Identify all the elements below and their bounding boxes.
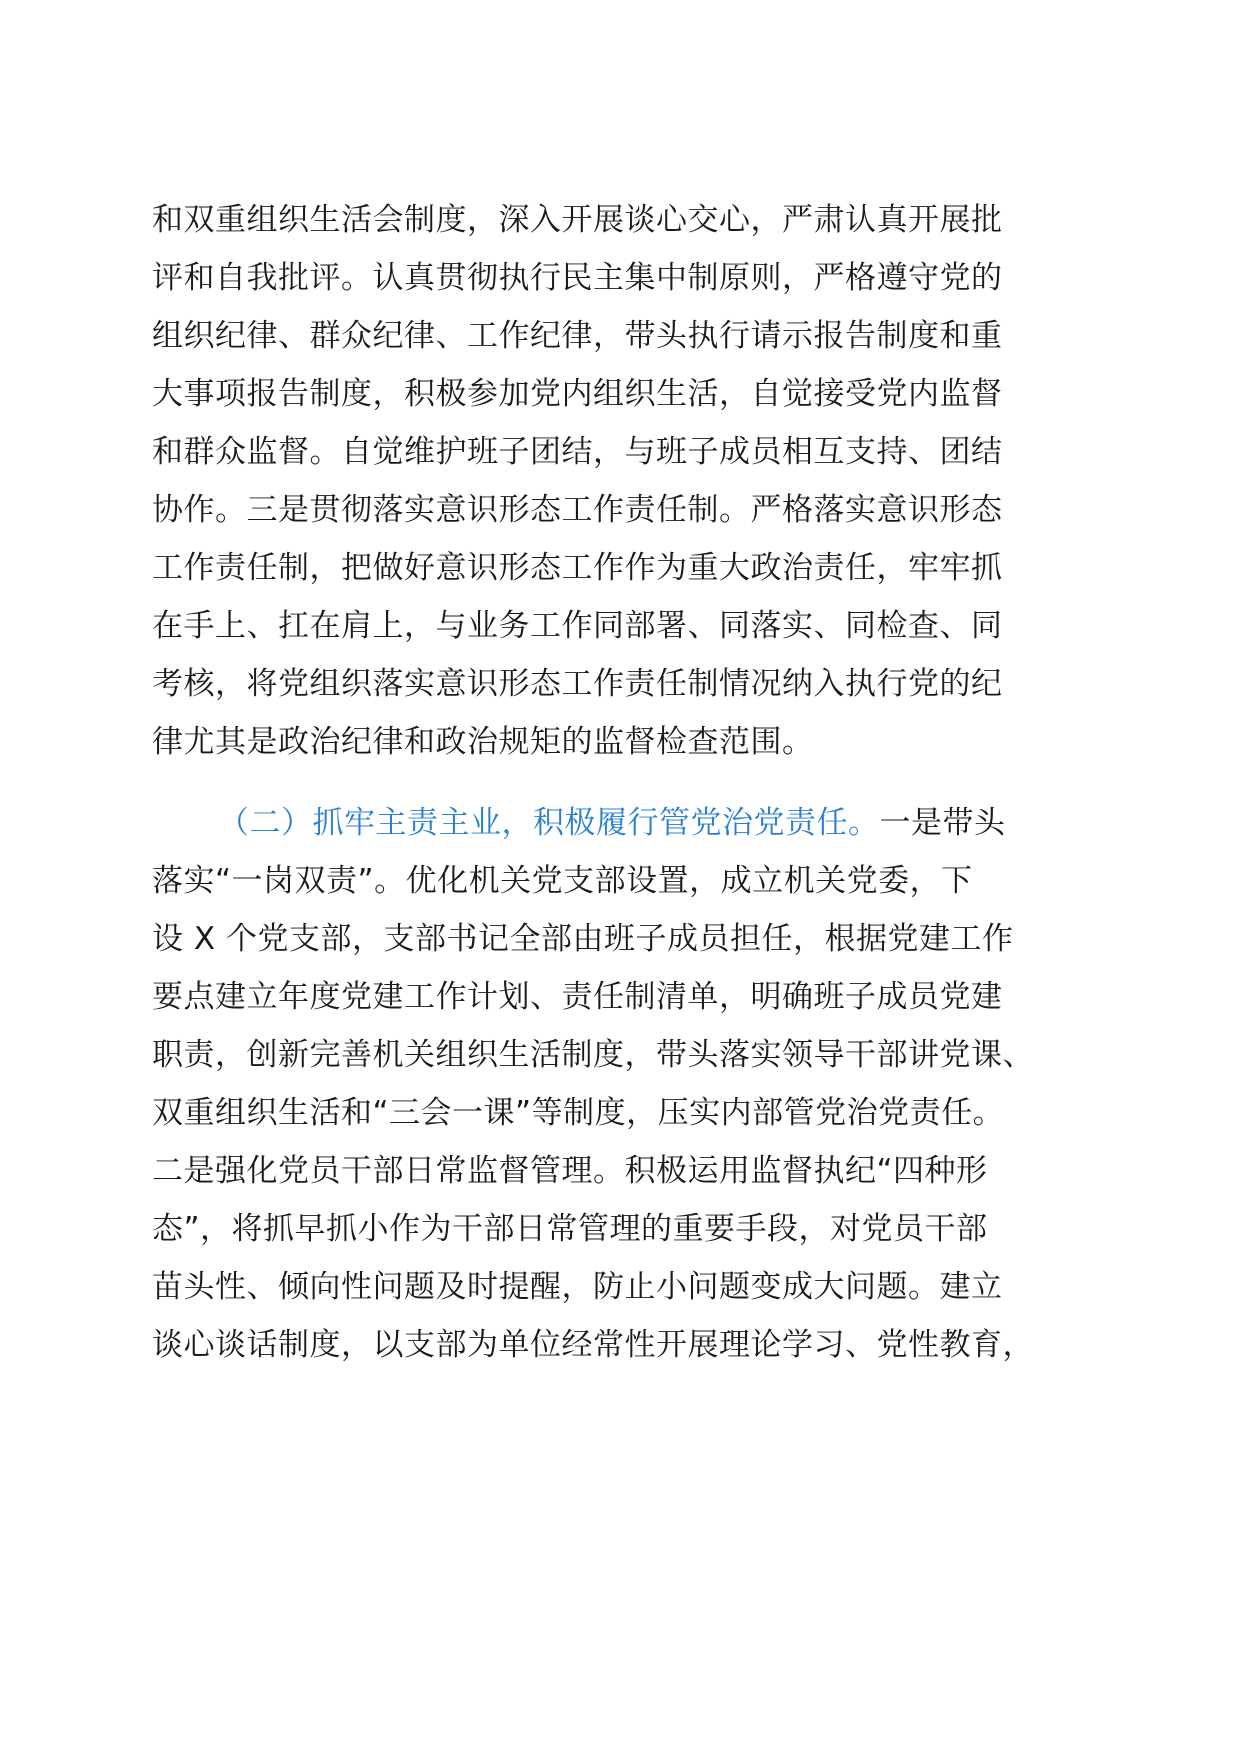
section-heading: （二）抓牢主责主业，积极履行管党治党责任。: [218, 805, 880, 841]
paragraph-line: 协作。三是贯彻落实意识形态工作责任制。严格落实意识形态: [152, 492, 1003, 528]
paragraph-line: 苗头性、倾向性问题及时提醒，防止小问题变成大问题。建立: [152, 1269, 1003, 1305]
paragraph-line: 态”，将抓早抓小作为干部日常管理的重要手段，对党员干部: [152, 1211, 988, 1247]
paragraph-line: 双重组织生活和“三会一课”等制度，压实内部管党治党责任。: [152, 1095, 1005, 1131]
paragraph-line: 考核，将党组织落实意识形态工作责任制情况纳入执行党的纪: [152, 666, 1003, 702]
paragraph-line: 律尤其是政治纪律和政治规矩的监督检查范围。: [152, 724, 814, 760]
section-heading-tail: 一是带头: [879, 805, 1006, 841]
paragraph-line: 在手上、扛在肩上，与业务工作同部署、同落实、同检查、同: [152, 608, 1003, 644]
paragraph-line: 工作责任制，把做好意识形态工作作为重大政治责任，牢牢抓: [152, 550, 1003, 586]
paragraph-line: 评和自我批评。认真贯彻执行民主集中制原则，严格遵守党的: [152, 260, 1003, 296]
paragraph-line: 职责，创新完善机关组织生活制度，带头落实领导干部讲党课、: [152, 1037, 1034, 1073]
paragraph-line: 组织纪律、群众纪律、工作纪律，带头执行请示报告制度和重: [152, 318, 1003, 354]
paragraph-line: 和双重组织生活会制度，深入开展谈心交心，严肃认真开展批: [152, 202, 1003, 238]
paragraph-line: 和群众监督。自觉维护班子团结，与班子成员相互支持、团结: [152, 434, 1003, 470]
paragraph-line: 设 X 个党支部，支部书记全部由班子成员担任，根据党建工作: [152, 921, 1014, 957]
paragraph-line: 二是强化党员干部日常监督管理。积极运用监督执纪“四种形: [152, 1153, 988, 1189]
paragraph-line: 谈心谈话制度，以支部为单位经常性开展理论学习、党性教育，: [152, 1327, 1034, 1363]
paragraph-line: 要点建立年度党建工作计划、责任制清单，明确班子成员党建: [152, 979, 1003, 1015]
paragraph-line: 落实“一岗双责”。优化机关党支部设置，成立机关党委，下: [152, 863, 973, 899]
section-heading-line: [218, 801, 1006, 845]
paragraph-line: 大事项报告制度，积极参加党内组织生活，自觉接受党内监督: [152, 376, 1003, 412]
